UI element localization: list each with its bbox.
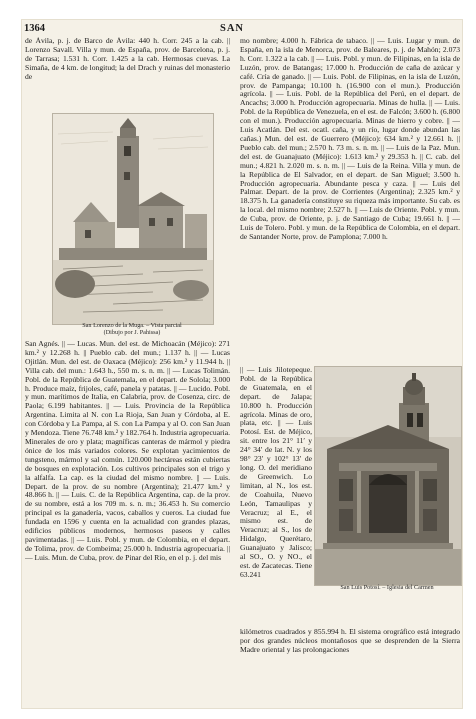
encyclopedia-page <box>22 20 462 708</box>
figure-san-luis-potosi-church <box>314 366 462 586</box>
figure1-caption <box>52 322 212 336</box>
entry-text: || — Luis Jilotepeque. Pobl. de la República de Guatemala, en el depart. de Jalapa; 10.800 h. Producción agrícola. Minas de oro, plata, etc. || — Luis Potosí. Est. de Méjico, sit. entre los 21° 11′ y 24° 34′ de lat. N. y los 98° 23′ y 102° 13′ de long. O. del meridiano de Greenwich. Lo limitan, al N., los est. de Coahuila, Nuevo León, Tamaulipas y Veracruz; al E., el mismo est. de Veracruz; al S., los de Hidalgo, Querétaro, Guanajuato y Jalisco; al SO., O. y NO., el est. de Zacatecas. Tiene 63.241 <box>240 366 312 579</box>
entry-text: mo nombre; 4.000 h. Fábrica de tabaco. || — Luis. Lugar y mun. de España, en la isla de Menorca, prov. de Baleares, p. j. de Mahón; 2.073 h. Corr. 1.322 a la cab. || — Luis. Pobl. y mun. de Filipinas, en la isla de Luzón, prov. de Batangas; 17.000 h. Producción de caña de azúcar y café. Cría de ganado. || — Luis. Pobl. de Filipinas, en la isla de Luzón, prov. de Pampanga; 10.100 h. (16.900 con el mun.). Producción agrícola. || — Luis. Pobl. de la República del Perú, en el depart. de Ancachs; 3.000 h. Producción agropecuaria. Minas de hulla. || — Luis. Pobl. de la República de Venezuela, en el est. de Falcón; 3.600 h. (6.800 con el mun.). Producción agropecuaria. Minas de hierro y cobre. || — Luis Acatlán. Del est. ocatl. caña, y un río, lugar donde abundan las cañas.) Mun. del est. de Guerrero (Méjico): 634 km.² y 12.661 h. || Pueblo cab. del mun.; 2.570 h. 73 m. s. n. m. || — Luis de la Paz. Mun. del est. de Guanajuato (Méjico): 1.613 km.² y 29.353 h. || C. cab. del mun.; 4.821 h. 2.020 m. s. n. m. || — Luis de la Reina. Villa y mun. de la República de El Salvador, en el depart. de San Miguel; 3.500 h. Producción agropecuaria. Abundante pesca y caza. || — Luis del Palmar. Depart. de la prov. de Corrientes (Argentina); 2.325 km.² y 18.375 h. La ganadería constituye su riqueza más importante. Su cab. es la local. del mismo nombre; 2.527 h. || — Luis de Oriente. Pobl. y mun. de Cuba, prov. de Oriente, p. j. de Santiago de Cuba; 19.661 h. || — Luis de Tolero. Pobl. y mun. de la República de Colombia, en el depart. de Santander Norte, prov. de Pamplona; 7.000 h. <box>240 37 460 241</box>
figure1-caption-title: San Lorenzo de la Muga. – Vista parcial <box>82 322 182 329</box>
tower-sketch-illustration <box>53 114 213 324</box>
entry-text: San Agnés. || — Lucas. Mun. del est. de Michoacán (Méjico): 271 km.² y 12.268 h. || Pueblo cab. del mun.; 1.137 h. || — Lucas Ojitlán. Mun. del est. de Oaxaca (Méjico): 256 km.² y 11.944 h. || Villa cab. del mun.: 1.643 h., 550 m. s. n. m. || — Lucas Tolimán. Pobl. de la República de Guatemala, en el depart. de Solola; 3.000 h. Produce maíz, frijoles, café, panela y patatas. || — Lucido. Pobl. y mun. marítimos de Italia, en Calabria, prov. de Cosenza, circ. de Paola; 6.199 habitantes. || — Luis. Provincia de la República Argentina. Limita al N. con La Rioja, San Juan y Córdoba, al E. con Córdoba y La Pampa, al S. con La Pampa y al O. con San Juan y Mendoza. Tiene 76.748 km.² y 182.764 h. Industria agropecuaria. Minerales de oro y plata; magníficas canteras de mármol y piedra ónice de los más variados colores. Se explotan yacimientos de tungsteno, mármol y sal común. 120.000 hectáreas están cubiertas de bosques en explotación. Los cultivos principales son el trigo y la alfalfa. La cap. es la ciudad del mismo nombre. || — Luis. Depart. de la prov. de su nombre (Argentina); 21.477 km.² y 48.866 h. || — Luis. C. de la República Argentina, cap. de la prov. de su nombre, está a los 709 m. s. n. m.; 36.453 h. Su comercio principal es la ganadería, vacos, caballos y cueros. La ciudad fue fundada en 1596 y cuenta en la actualidad con grandes plazas, edificios públicos modernos, hermosos paseos y calles pavimentadas. || — Luis. Pobl. y mun. de Colombia, en el depart. de Tolima, prov. de Combeima; 25.000 h. Industria agropecuaria. || — Luis. Mun. de Cuba, prov. de Pinar del Río, en el p. j. del mis <box>25 340 230 562</box>
entry-text: de Ávila, p. j. de Barco de Ávila: 440 h. Corr. 245 a la cab. || Lorenzo Savall. Villa y mun. de España, prov. de Barcelona, p. j. de Tarrasa; 1.531 h. Corr. 1.425 a la cab. Hermosas cuevas. La Simaña, de 4 km. de longitud; la del Drach y ruinas del monasterio de <box>25 37 230 81</box>
column-left-bottom <box>25 340 230 705</box>
page-header <box>22 22 462 38</box>
figure1-caption-credit: (Dibujo por J. Pahissa) <box>103 329 161 336</box>
figure2-caption-title: San Luis Potosí. – Iglesia del Carmen <box>340 584 434 591</box>
running-head: SAN <box>220 23 245 34</box>
church-photo-illustration <box>315 367 461 585</box>
page-number: 1364 <box>24 23 45 34</box>
entry-text: kilómetros cuadrados y 855.994 h. El sistema orográfico está integrado por dos grandes núcleos montañosos que se desprenden de la Sierra Madre oriental y las prolongaciones <box>240 628 460 654</box>
column-right-bottom <box>240 628 460 703</box>
figure2-caption <box>314 584 460 591</box>
column-left-top <box>25 37 230 109</box>
column-right-top <box>240 37 460 365</box>
figure-san-lorenzo-de-la-muga <box>52 113 214 325</box>
